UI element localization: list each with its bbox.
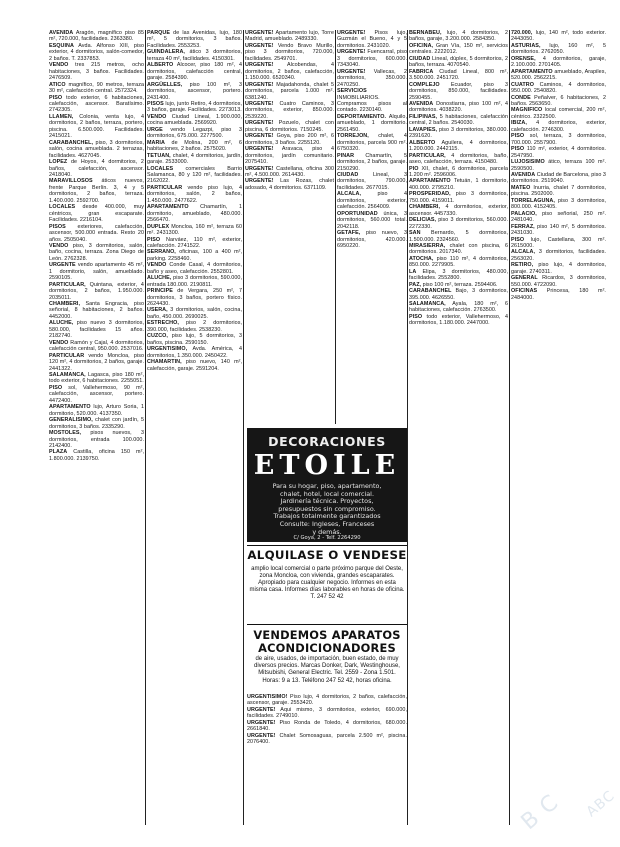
ad-keyword: URGENTE!	[245, 81, 274, 88]
ad-keyword: URGENTE!	[247, 732, 276, 739]
ad-keyword: CARABANCHEL	[409, 288, 452, 295]
ad-keyword: GENERAL	[511, 275, 538, 282]
classified-ad: SALAMANCA, Ayala, 180 m², 6 habitaciones, calefacción. 2763500.	[409, 301, 508, 314]
classified-ad: URGENTE! Pozuelo, chalet con piscina, 6 dormitorios. 7150245.	[245, 120, 334, 133]
classified-ad: LUJOSISIMO ático, terraza 100 m². 2590500.	[511, 159, 606, 172]
classified-ad: CONDE Peñalver, 6 habitaciones, 2 baños. 2563650.	[511, 94, 606, 107]
ad-keyword: URGENTE!	[245, 100, 274, 107]
ad-keyword: SALAMANCA,	[409, 301, 446, 308]
ad-keyword: LOCALES	[147, 165, 174, 172]
classified-ad: LAVAPIES, piso 3 dormitorios, 380.000. 2391620.	[409, 126, 508, 140]
ad-line: chalet, hotel, local comercial.	[280, 489, 374, 498]
ad-keyword: URGENTISIMO,	[147, 346, 188, 353]
ad-keyword: TETUAN,	[147, 152, 171, 159]
ad-keyword: MIRASIERRA,	[409, 242, 446, 249]
classified-ad: GENERAL Ricardos, 3 dormitorios, 550.000. 4722090.	[511, 275, 606, 288]
classified-ad: PISOS exteriores, calefacción, ascensor, 500.000 entrada. Resto 20 años. 2505040.	[49, 223, 144, 243]
classified-ad: APARTAMENTO Tetuán, 1 dormitorio, 400.000. 2795210.	[409, 178, 508, 191]
ad-keyword: FABRICA	[409, 68, 434, 75]
classified-ad: URGENTE! Piso Ronda de Toledo, 4 dormitorios, 680.000. 2661840.	[247, 719, 407, 733]
ad-line: Jardinería técnica. Proyectos,	[280, 497, 374, 506]
ad-keyword: VENDO	[49, 242, 69, 249]
ad-keyword: 720.000,	[511, 30, 533, 36]
ad-keyword: APARTAMENTO	[409, 178, 451, 185]
classified-ad: IBIZA, 4 dormitorios, exterior, calefacción. 2746300.	[511, 120, 606, 133]
ad-keyword: TORRELAGUNA,	[511, 197, 555, 204]
ad-keyword: PINAR	[337, 152, 355, 159]
ad-body: amplio local comercial o parte próximo parque del Oeste, zona Moncloa, con vivienda, grandes escaparates. Apropiado para cualquier negocio. Informes en esta misma casa. Informes días laborables en horas de oficina. T. 247 52 42	[249, 566, 405, 601]
ad-keyword: PISO	[409, 313, 423, 320]
ad-keyword: URGENTE!	[245, 120, 274, 127]
classified-ad: VENDO tres 215 metros, ocho habitaciones, 3 baños. Facilidades. 2476509.	[49, 62, 144, 82]
ad-keyword: URGENTE!	[337, 49, 366, 56]
classified-ad: PISO todo exterior, 6 habitaciones, calefacción, ascensor. Baratísimo. 2742305.	[49, 94, 144, 114]
etoile-advertisement	[247, 428, 407, 542]
ad-keyword: ARGÜELLES,	[147, 81, 183, 88]
ad-keyword: PARTICULAR	[49, 352, 85, 359]
classified-ad: PISO lujo, Castellana, 300 m². 2615000.	[511, 236, 606, 249]
classified-ad: VENDO Ramón y Cajal, 4 dormitorios, calefacción central, 950.000. 2537016.	[49, 339, 144, 353]
classified-ad: GUINDALERA, ático 3 dormitorios, terraza 40 m², facilidades. 4150301.	[147, 49, 242, 62]
classified-ad: CIUDAD Lineal, dúplex, 5 dormitorios, 2 baños, terraza. 4070540.	[409, 55, 508, 69]
classified-ad: PAZ, piso 100 m², terraza. 2594406.	[409, 281, 498, 288]
ad-header: VENDEMOS APARATOS	[253, 628, 401, 642]
classified-ad: LLAMEN, Colonia, venta lujo, 4 dormitorios, 2 baños, terraza, portero, piscina. 6.500.000. Facilidades. 2415021.	[49, 113, 144, 140]
ad-keyword: CHAMBERI,	[49, 301, 80, 308]
classified-ad: GETAFE, piso nuevo, 3 dormitorios, 420.000. 6950220.	[337, 230, 407, 249]
ad-keyword: CHAMBERI,	[409, 204, 440, 211]
ad-keyword: URGE	[147, 126, 163, 133]
classified-ad: CHAMARTIN, piso nuevo, 140 m², calefacción, garaje. 2591204.	[147, 359, 242, 372]
classified-ad: ARGÜELLES, piso 100 m², 3 dormitorios, ascensor, portero. 2431400.	[147, 81, 242, 101]
classified-ad: FERRAZ, piso 140 m², 5 dormitorios. 2431030.	[511, 223, 606, 237]
ad-keyword: RETIRO,	[511, 262, 534, 269]
classified-ad: LOCALES comerciales Barrio Salamanca, 80 y 120 m², facilidades. 2162022.	[147, 165, 242, 185]
ad-keyword: URGENTISIMO!	[247, 694, 288, 700]
classified-ad: PARQUE de las Avenidas, lujo, 180 m², 5 dormitorios, 3 baños. Facilidades. 2553253.	[147, 30, 242, 49]
ad-keyword: MATEO	[511, 184, 531, 191]
classified-ad: PISO sol, Vallehermoso, 90 m², calefacción, ascensor, portero. 4472400.	[49, 384, 144, 404]
ad-keyword: PISO	[147, 236, 161, 243]
ad-keyword: OFICINA,	[409, 42, 434, 49]
classified-ad: AVENIDA Donostiarra, piso 100 m², 4 dormitorios. 4038220.	[409, 100, 508, 114]
classified-ad: OFICINAS Princesa, 180 m². 2484000.	[511, 288, 606, 301]
ad-keyword: PISO	[49, 94, 63, 101]
classified-ad: URGENTE! Pisos lujo, Guzmán el Bueno, 4 y 5 dormitorios. 2431020.	[337, 30, 407, 49]
classified-ad: CIUDAD Lineal, 3 dormitorios, 790.000, facilidades. 2677015.	[337, 171, 407, 191]
classified-ad: PISOS lujo, junto Retiro, 4 dormitorios, 3 baños, garaje. Facilidades. 2273013.	[147, 100, 242, 114]
classified-ad: 720.000, lujo, 140 m², todo exterior. 2443050.	[511, 30, 606, 43]
ad-keyword: LOCALES	[49, 204, 76, 211]
ad-keyword: PARTICULAR,	[49, 281, 86, 288]
ad-keyword: LLAMEN,	[49, 113, 74, 120]
column-divider	[407, 30, 408, 825]
ad-keyword: URGENTE	[49, 262, 76, 269]
ad-keyword: PISOS	[147, 100, 164, 107]
classified-ad: GENERALISIMO, chalet con jardín, 5 dormitorios, 3 baños. 2335290.	[49, 417, 144, 430]
ad-keyword: PIO	[409, 165, 419, 172]
ad-title: DECORACIONES	[268, 434, 386, 449]
classified-ad: LOCALES desde 400.000, muy céntricos, gran escaparate. Facilidades. 2216104.	[49, 204, 144, 224]
classified-ad: URGENTE! Cuatro Caminos, 3 dormitorios, exterior, 850.000. 2539220.	[245, 100, 334, 120]
classified-ad: DUPLEX Moncloa, 160 m², terraza 60 m². 2431300.	[147, 223, 242, 237]
vendemos-advertisement	[247, 624, 407, 692]
ad-keyword: ALUCHE,	[49, 320, 74, 327]
ad-line: C/ Goya, 2 - Telf. 2264290	[293, 534, 361, 541]
classified-ad: PALACIO, piso señorial, 250 m². 2481040.	[511, 210, 606, 224]
ad-keyword: AVENIDA	[409, 100, 434, 107]
ad-keyword: URGENTE!	[245, 30, 274, 36]
ad-keyword: VENDO	[147, 262, 167, 269]
ad-keyword: MARAVILLOSOS	[49, 178, 93, 185]
classified-ad: URGENTE! Chalet Somosaguas, parcela 2.500 m², piscina. 2076400.	[247, 732, 407, 746]
ad-keyword: PARTICULAR,	[409, 152, 446, 159]
ad-keyword: URGENTE!	[247, 706, 276, 713]
classified-ad: URGENTISIMO, Avda. América, 4 dormitorios, 1.350.000. 2450422.	[147, 346, 242, 359]
classified-ad: URGENTE! Alcobendas, 4 dormitorios, 2 baños, calefacción, 1.150.000. 6520340.	[245, 62, 334, 82]
ad-keyword: TORREJON,	[337, 133, 369, 140]
ad-keyword: PISO	[49, 384, 63, 391]
ad-keyword: URGENTE!	[245, 133, 274, 140]
ad-keyword: SERVICIOS	[337, 88, 367, 95]
ad-keyword: PISOS	[49, 223, 66, 230]
classified-ad: URGENTE vendo apartamento 45 m², 1 dormitorio, salón, amueblado. 2590105.	[49, 262, 144, 282]
ad-keyword: APARTAMENTO	[49, 404, 91, 411]
classified-ad: APARTAMENTO Chamartín, 1 dormitorio, amueblado, 480.000. 2566470.	[147, 204, 242, 224]
classified-ad: ATOCHA, piso 110 m², 4 dormitorios, 850.000. 2279905.	[409, 255, 508, 269]
classified-ad: PISO todo exterior, Vallehermoso, 4 dormitorios, 1.180.000. 2447000.	[409, 313, 508, 327]
ad-keyword: DUPLEX	[147, 223, 170, 230]
classified-ad: RETIRO, piso lujo, 4 dormitorios, garaje. 2740311.	[511, 262, 606, 275]
classified-ad: USERA, 3 dormitorios, salón, cocina, baño, 450.000. 2690025.	[147, 307, 242, 320]
classified-ad: DEPORTAMIENTO. Alquilo, amueblado, 1 dormitorio. 2561450.	[337, 113, 407, 133]
classified-ad: VENDO piso, 3 dormitorios, salón, baño, cocina, terraza. Zona Diego de León. 2762328.	[49, 242, 144, 262]
ad-line: presupuestos sin compromiso.	[278, 504, 376, 513]
ad-keyword: ORENSE,	[511, 55, 536, 62]
ad-keyword: ATICO	[49, 81, 66, 88]
classified-ad: URGENTE! Las Rozas, chalet adosado, 4 dormitorios. 6371109.	[245, 178, 334, 191]
ad-keyword: ESQUINA	[49, 42, 74, 49]
classified-ad: OFICINA, Gran Vía, 150 m², servicios centrales. 2222012.	[409, 42, 508, 56]
ad-keyword: SAN	[409, 230, 421, 237]
classified-ad: URGENTE! Aqui mismo, 3 dormitorios, exterior, 690.000, facilidades. 2749010.	[247, 706, 407, 720]
classified-ad: PARTICULAR, 4 dormitorios, baño, aseo, calefacción, terraza. 4150480.	[409, 152, 508, 166]
ad-keyword: MARIA	[147, 139, 165, 146]
classified-ad: URGENTE! Castellana, oficina 300 m², 4.500.000. 2614430.	[245, 165, 334, 178]
ad-keyword: PISO	[511, 236, 525, 243]
classified-column-2	[147, 30, 242, 825]
classified-ad: ALUCHE, piso 3 dormitorios, 590.000, entrada 180.000. 2190811.	[147, 275, 242, 288]
ad-keyword: URGENTE!	[247, 719, 276, 726]
ad-keyword: ALCALA,	[337, 191, 362, 198]
ad-keyword: ESTRECHO,	[147, 320, 179, 327]
ad-keyword: PALACIO,	[511, 210, 537, 217]
classified-ad: MATEO Inurria, chalet 7 dormitorios, piscina. 2502000.	[511, 184, 606, 198]
ad-line: y demás.	[312, 527, 342, 536]
column-divider	[145, 30, 146, 825]
classified-ad: APARTAMENTO lujo, Arturo Soria, 1 dormitorio, 520.000. 4137350.	[49, 404, 144, 417]
ad-keyword: VENDO	[49, 339, 69, 346]
ad-keyword: URGENTE!	[245, 146, 274, 153]
classified-ad: ALUCHE, piso nuevo 3 dormitorios, 580.000, facilidades 15 años. 2182740.	[49, 320, 144, 340]
classified-ad: COMPLEJO Ecuador, piso 3 dormitorios, 850.000, facilidades. 2590455.	[409, 81, 508, 101]
ad-keyword: VENDO	[49, 62, 69, 69]
classified-ad: MARIA de Molina, 200 m², 6 habitaciones, 2 baños. 2575020.	[147, 139, 242, 153]
ad-keyword: CONDE	[511, 94, 531, 101]
ad-keyword: DELICIAS,	[409, 217, 437, 224]
classified-ad: URGENTE! Fuencarral, piso 3 dormitorios, 600.000. 7343040.	[337, 49, 407, 69]
classified-ad: ESTRECHO, piso 2 dormitorios, 390.000, facilidades. 2538230.	[147, 320, 242, 333]
ad-keyword: CIUDAD	[409, 55, 431, 62]
ad-keyword: PAZ,	[409, 281, 422, 288]
classified-column-6	[511, 30, 606, 825]
watermark: ABC	[583, 787, 619, 821]
classified-ad: FABRICA Ciudad Lineal, 800 m², 3.500.000. 2451720.	[409, 68, 508, 82]
ad-keyword: PROSPERIDAD,	[409, 191, 451, 198]
watermark: B C	[516, 789, 564, 836]
classified-ad: SALAMANCA, Lagasca, piso 180 m², todo exterior, 6 habitaciones. 2255051.	[49, 372, 144, 385]
ad-keyword: APARTAMENTO	[147, 204, 189, 211]
ad-keyword: PISO	[511, 146, 525, 153]
ad-keyword: MOSTOLES,	[49, 430, 82, 437]
ad-keyword: OFICINAS	[511, 288, 538, 295]
classified-ad: PISO sol, terraza, 3 dormitorios, 700.000. 2557900.	[511, 133, 606, 146]
ad-keyword: PARQUE	[147, 30, 170, 36]
classified-ad: PIO XII, chalet, 6 dormitorios, parcela 1.200 m². 2596006.	[409, 165, 508, 178]
ad-keyword: PISO	[511, 133, 525, 140]
ad-keyword: PARTICULAR	[147, 184, 183, 191]
classified-column-3-lower	[247, 694, 407, 825]
ad-keyword: CHAMARTIN,	[147, 359, 182, 366]
classified-ad: CHAMBERI, Santa Engracia, piso señorial, 8 habitaciones, 2 baños. 4452000.	[49, 301, 144, 320]
classified-ad: URGENTE! Vendo Bravo Murillo, piso 3 dormitorios, 720.000, facilidades. 2549701.	[245, 42, 334, 62]
classified-ad: AVENIDA Ciudad de Barcelona, piso 3 dormitorios. 2519040.	[511, 171, 606, 185]
classified-ad: CARABANCHEL Bajo, 3 dormitorios, 395.000. 4626550.	[409, 288, 508, 301]
classified-ad: VENDO Ciudad Lineal, 1.900.000, cocina amueblada. 2569920.	[147, 113, 242, 127]
ad-keyword: URGENTE!	[245, 178, 274, 185]
ad-subheader: ACONDICIONADORES	[258, 641, 396, 655]
ad-keyword: URGENTE!	[245, 42, 274, 49]
column-divider	[243, 30, 244, 825]
ad-keyword: APARTAMENTO	[511, 68, 553, 75]
ad-keyword: COMPLEJO	[409, 81, 440, 88]
ad-keyword: ALBERTO	[147, 62, 174, 69]
classified-ad: CUZCO, piso lujo, 5 dormitorios, 3 baños, piscina. 2590150.	[147, 333, 242, 346]
classified-ad: URGENTE! Goya, piso 200 m², 6 dormitorios, 3 baños. 2255120.	[245, 133, 334, 146]
ad-keyword: GETAFE,	[337, 230, 361, 237]
ad-line: Trabajos totalmente garantizados	[273, 512, 381, 521]
column-divider	[509, 30, 510, 825]
classified-ad: TETUAN, chalet, 4 dormitorios, jardín, garaje. 2533000.	[147, 152, 242, 166]
ad-keyword: ALBERTO	[409, 139, 436, 146]
ad-keyword: IBIZA,	[511, 120, 527, 127]
classified-ad: SAN Bernardo, 5 dormitorios, 1.500.000. 2324560.	[409, 230, 508, 243]
ad-keyword: URGENTE!	[337, 30, 366, 36]
classified-ad: SERRANO, oficinas, 100 a 400 m², parking. 2258460.	[147, 249, 242, 262]
classified-ad: PISO 110 m², exterior, 4 dormitorios. 2547950.	[511, 146, 606, 159]
classified-column-3	[245, 30, 334, 424]
ad-keyword: URGENTE!	[245, 62, 274, 69]
ad-keyword: AVENIDA	[49, 30, 74, 36]
ad-keyword: VENDO	[147, 113, 167, 120]
ad-keyword: URGENTE!	[245, 165, 274, 172]
ad-keyword: BERNABEU,	[409, 30, 442, 36]
classified-ad: ALBERTO Aguilera, 4 dormitorios, 1.200.000. 2442115.	[409, 139, 508, 153]
classified-column-5	[409, 30, 508, 825]
classified-ad: URGENTISIMO! Piso lujo, 4 dormitorios, 2 baños, calefacción, ascensor, garaje. 2553420.	[247, 694, 407, 707]
classified-ad: CHAMBERI, 4 dormitorios, exterior, ascensor. 4457330.	[409, 204, 508, 217]
classified-ad: PLAZA Castilla, oficina 150 m², 1.800.000. 2139750.	[49, 449, 144, 462]
ad-keyword: ALCALA,	[511, 249, 536, 256]
ad-keyword: MAGNIFICO	[511, 107, 543, 114]
ad-keyword: URGENTE!	[337, 68, 366, 75]
classified-ad: ALCALA, 3 dormitorios, facilidades. 2563020.	[511, 249, 606, 262]
classified-ad: FILIPINAS, 5 habitaciones, calefacción central, 2 baños. 2540030.	[409, 113, 508, 127]
classified-ad: ALCALA, piso 4 dormitorios, exterior, calefacción. 2564009.	[337, 191, 407, 211]
classified-ad: AVENIDA Aragón, magnífico piso 85 m², 720.000, facilidades. 2363380.	[49, 30, 144, 43]
ad-line: Consulte: Ingleses, Franceses	[279, 520, 375, 528]
classified-ad: PARTICULAR vendo Moncloa, piso 120 m², 4 dormitorios, 2 baños, garaje. 2441322.	[49, 352, 144, 372]
classified-ad: TORRELAGUNA, piso 3 dormitorios, 800.000. 4152405.	[511, 197, 606, 211]
classified-ad: LOPEZ de Hoyos, 4 dormitorios, 2 baños, calefacción, ascensor. 2418040.	[49, 159, 144, 178]
classified-ad: MARAVILLOSOS áticos nuevos, frente Parque Berlín. 3, 4 y 5 dormitorios, 2 baños, terraza. 1.400.000. 2592700.	[49, 178, 144, 204]
classified-ad: CUATRO Caminos, 4 dormitorios, 950.000. 2540820.	[511, 81, 606, 95]
classified-ad: CARABANCHEL, piso, 3 dormitorios, salón, cocina amueblada. 2 terrazas, facilidades. 4627045.	[49, 139, 144, 159]
ad-keyword: FILIPINAS,	[409, 113, 438, 120]
ad-keyword: LUJOSISIMO	[511, 159, 545, 166]
ad-keyword: OPORTUNIDAD	[337, 210, 378, 217]
ad-keyword: GENERALISIMO,	[49, 417, 93, 424]
ad-keyword: FERRAZ,	[511, 223, 535, 230]
classified-ad: ORENSE, 4 dormitorios, garaje, 2.100.000. 2701405.	[511, 55, 606, 69]
classified-ad: PRINCIPE de Vergara, 250 m², 7 dormitorios, 3 baños, portero físico. 2624430.	[147, 288, 242, 308]
ad-keyword: CUATRO	[511, 81, 534, 88]
ad-keyword: ASTURIAS,	[511, 42, 541, 49]
alquilase-advertisement	[247, 545, 407, 623]
ad-keyword: AVENIDA	[511, 171, 536, 178]
ad-keyword: USERA,	[147, 307, 168, 314]
classified-ad: ALBERTO Alcocer, piso 180 m², 4 dormitorios, calefacción central, garaje. 2584390.	[147, 62, 242, 82]
ad-keyword: GUINDALERA,	[147, 49, 185, 56]
classified-ad: MOSTOLES, pisos nuevos, 3 dormitorios, entrada 100.000. 2142400.	[49, 430, 144, 449]
classified-ad: URGE vendo Legazpi, piso 3 dormitorios, 675.000. 2277500.	[147, 126, 242, 140]
classified-ad: PARTICULAR vendo piso lujo, 4 dormitorios, salón, 2 baños, 1.450.000. 2477622.	[147, 184, 242, 204]
ad-keyword: SERRANO,	[147, 249, 176, 256]
classified-ad: VENDO Conde Casal, 4 dormitorios, baño y aseo, calefacción. 2552801.	[147, 262, 242, 275]
ad-keyword: ATOCHA,	[409, 255, 434, 262]
classified-ad: SERVICIOS INMOBILIARIOS. Compramos pisos al contado. 2230140.	[337, 88, 407, 114]
classified-ad: URGENTE! Majadahonda, chalet 5 dormitorios, parcela 1.000 m². 6381240.	[245, 81, 334, 101]
classified-ad: TORREJON, chalet, 4 dormitorios, parcela 900 m². 6750320.	[337, 133, 407, 153]
classified-ad: BERNABEU, lujo, 4 dormitorios, 2 baños, garaje, 3.200.000. 2584350.	[409, 30, 508, 43]
ad-line: Para su hogar, piso, apartamento,	[272, 482, 382, 490]
column-divider	[335, 30, 336, 424]
classified-ad: PISO Narváez, 110 m², exterior, calefacción. 2741522.	[147, 236, 242, 249]
classified-ad: PARTICULAR, Quintana, exterior, 4 dormitorios, 2 baños, 1.950.000. 2035011.	[49, 281, 144, 301]
classified-ad: ATICO magnífico, 90 metros, terraza 30 m², calefacción central. 2572324.	[49, 81, 144, 95]
classified-ad: DELICIAS, piso 3 dormitorios, 560.000. 2272330.	[409, 217, 508, 230]
classified-ad: MAGNIFICO local comercial, 200 m², céntrico. 2322500.	[511, 107, 606, 120]
classified-ad: MIRASIERRA, chalet con piscina, 6 dormitorios. 2017340.	[409, 242, 508, 256]
ad-keyword: DEPORTAMIENTO.	[337, 113, 387, 120]
ad-keyword: SALAMANCA,	[49, 372, 86, 379]
classified-ad: ESQUINA Avda. Alfonso XIII, piso exterior, 4 dormitorios, salón-comedor, 2 baños. T. 2337853.	[49, 42, 144, 62]
ad-keyword: ALUCHE,	[147, 275, 172, 282]
classified-ad: PROSPERIDAD, piso 3 dormitorios, 750.000. 4159011.	[409, 191, 508, 204]
ad-keyword: CARABANCHEL,	[49, 139, 94, 146]
classified-column-4	[337, 30, 407, 424]
ad-keyword: PLAZA	[49, 449, 68, 456]
ad-brand: ETOILE	[253, 450, 401, 481]
classified-ad: LA Elipa, 3 dormitorios, 480.000, facilidades. 2552800.	[409, 268, 508, 282]
classified-ad: APARTAMENTO amueblado, Arapiles, 520.000. 2562215.	[511, 68, 606, 82]
classified-column-1	[49, 30, 144, 825]
ad-body: de aire, usados, de importación, buen estado, de muy diversos precios. Marcas Donker, Dark, Westinghouse, Mitsubishi, General Electric. Tel. 2559 - Zona 1.501. Horas: 9 a 13. Teléfono 247 52 42, horas oficina.	[254, 656, 400, 684]
ad-keyword: LA	[409, 268, 417, 275]
ad-header: ALQUILASE O VENDESE	[247, 545, 407, 564]
classified-ad: URGENTE! Vallecas, 2 dormitorios, 350.000. 2470250.	[337, 68, 407, 88]
ad-keyword: CUZCO,	[147, 333, 168, 340]
ad-keyword: PRINCIPE	[147, 288, 173, 295]
classified-ad: URGENTE! Aravaca, piso 4 dormitorios, jardín comunitario. 2075410.	[245, 146, 334, 166]
classified-ad: OPORTUNIDAD única, 3 dormitorios, 560.000 total. 2042118.	[337, 210, 407, 230]
ad-keyword: LOPEZ	[49, 159, 68, 166]
ad-keyword: CIUDAD	[337, 171, 359, 178]
classified-ad: URGENTE! Apartamento lujo, Torre Madrid, amueblado. 2489330.	[245, 30, 334, 43]
classified-ad: ASTURIAS, lujo, 160 m², 5 dormitorios. 2762050.	[511, 42, 606, 56]
ad-keyword: LAVAPIES,	[409, 126, 438, 133]
classified-ad: PINAR Chamartín, 5 dormitorios, 2 baños, garaje. 2150290.	[337, 152, 407, 172]
